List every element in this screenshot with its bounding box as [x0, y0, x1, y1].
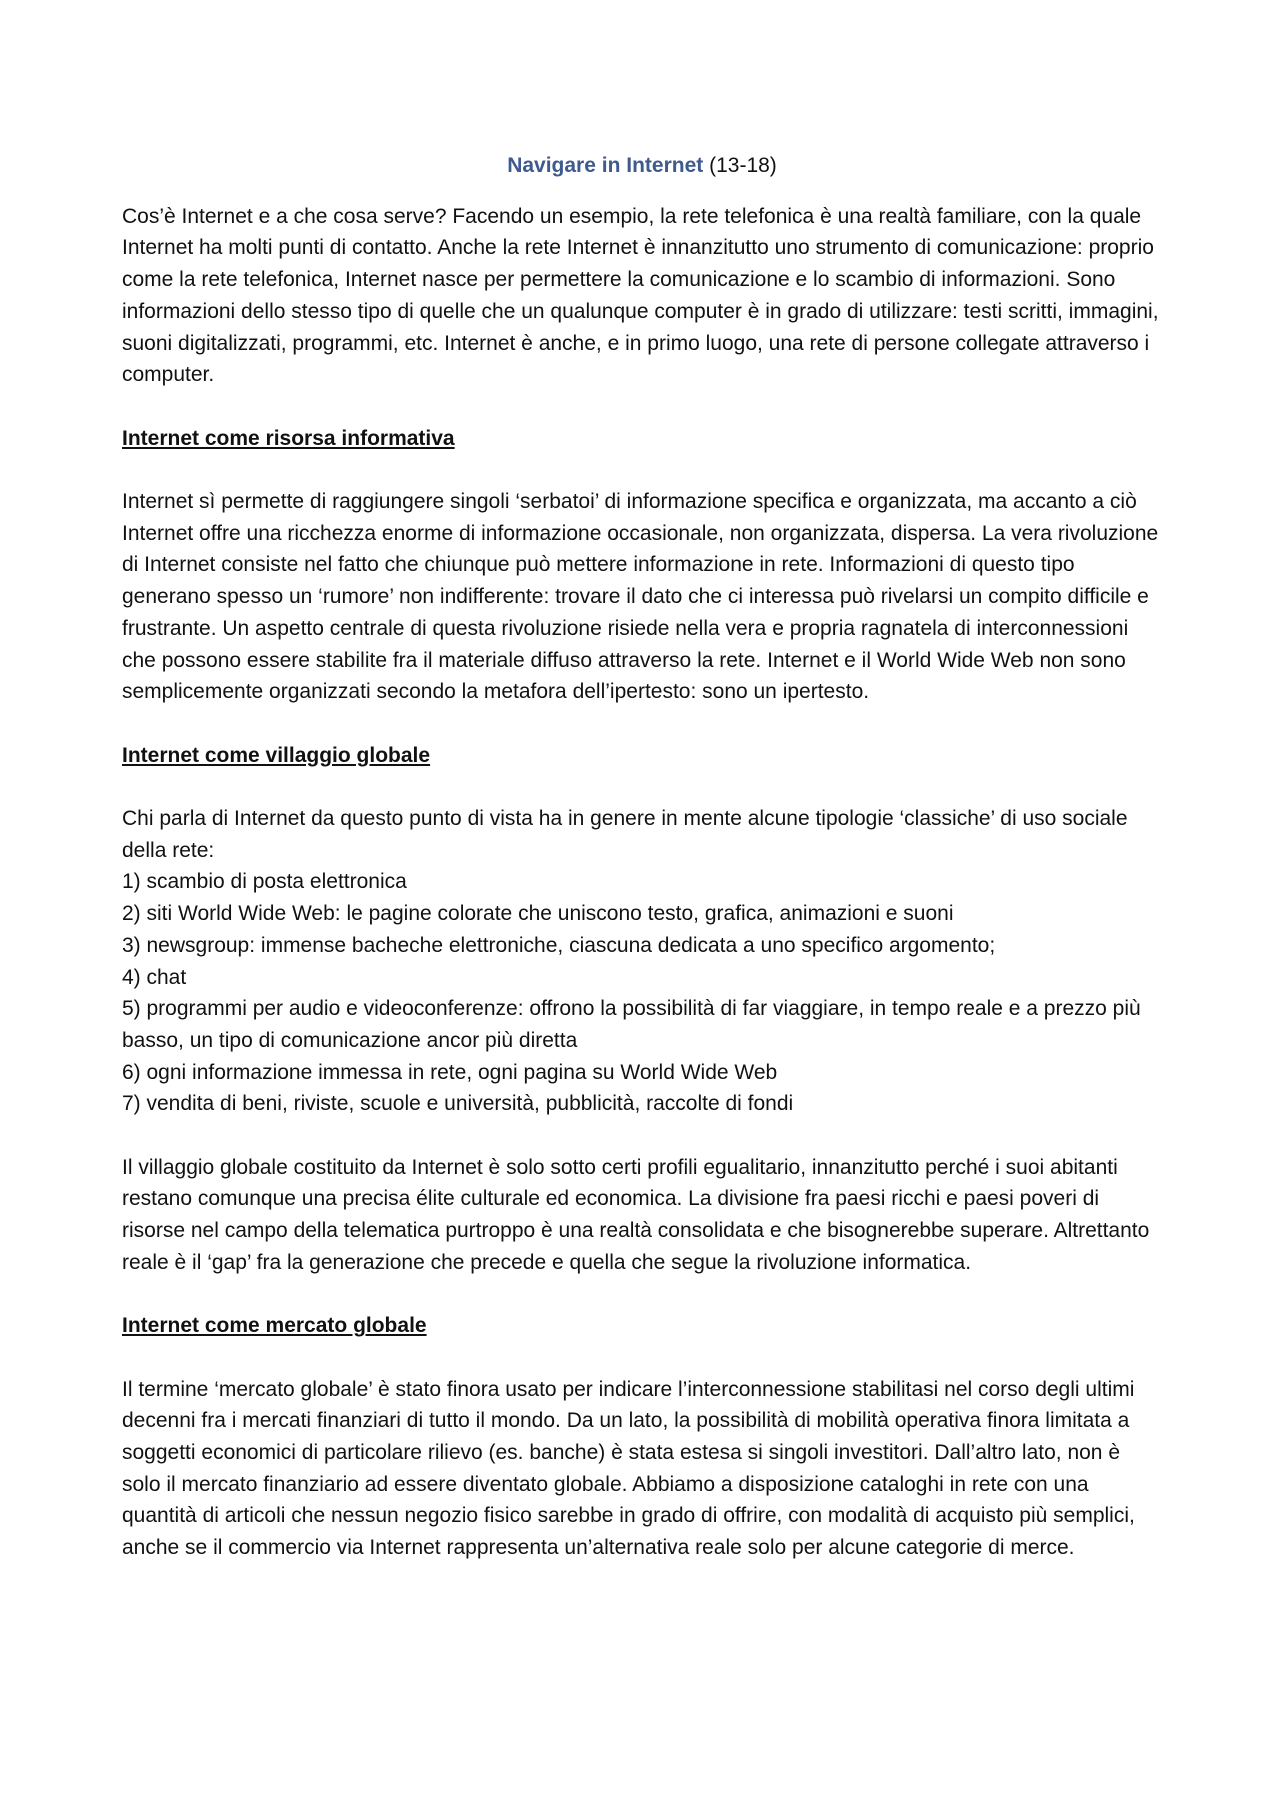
list-item: 6) ogni informazione immessa in rete, ogni pagina su World Wide Web — [122, 1060, 778, 1084]
title-suffix: (13-18) — [709, 154, 777, 177]
document-title — [122, 150, 1162, 182]
list-item: 3) newsgroup: immense bacheche elettroniche, ciascuna dedicata a uno specifico argomento; — [122, 933, 996, 957]
section-body-risorsa-informativa: Internet sì permette di raggiungere singoli ‘serbatoi’ di informazione specifica e organizzata, ma accanto a ciò Internet offre una ricchezza enorme di informazione occasionale, non organizzata, dispersa. La vera rivoluzione di Internet consiste nel fatto che chiunque può mettere informazione in rete. Informazioni di questo tipo generano spesso un ‘rumore’ non indifferente: trovare il dato che ci interessa può rivelarsi un compito difficile e frustrante. Un aspetto centrale di questa rivoluzione risiede nella vera e propria ragnatela di interconnessioni che possono essere stabilite fra il materiale diffuso attraverso la rete. Internet e il World Wide Web non sono semplicemente organizzati secondo la metafora dell’ipertesto: sono un ipertesto. — [122, 490, 1159, 704]
section-heading-risorsa-informativa: Internet come risorsa informativa — [122, 426, 455, 450]
list-item: 1) scambio di posta elettronica — [122, 870, 407, 894]
section-body-mercato-globale: Il termine ‘mercato globale’ è stato finora usato per indicare l’interconnessione stabilitasi nel corso degli ultimi decenni fra i mercati finanziari di tutto il mondo. Da un lato, la possibilità di mobilità operativa finora limitata a soggetti economici di particolare rilievo (es. banche) è stata estesa si singoli investitori. Dall’altro lato, non è solo il mercato finanziario ad essere diventato globale. Abbiamo a disposizione cataloghi in rete con una quantità di articoli che nessun negozio fisico sarebbe in grado di offrire, con modalità di acquisto più semplici, anche se il commercio via Internet rappresenta un’alternativa reale solo per alcune categorie di merce. — [122, 1377, 1135, 1560]
section-heading-villaggio-globale: Internet come villaggio globale — [122, 743, 431, 767]
intro-paragraph: Cos’è Internet e a che cosa serve? Facendo un esempio, la rete telefonica è una realtà familiare, con la quale Internet ha molti punti di contatto. Anche la rete Internet è innanzitutto uno strumento di comunicazione: proprio come la rete telefonica, Internet nasce per permettere la comunicazione e lo scambio di informazioni. Sono informazioni dello stesso tipo di quelle che un qualunque computer è in grado di utilizzare: testi scritti, immagini, suoni digitalizzati, programmi, etc. Internet è anche, e in primo luogo, una rete di persone collegate attraverso i computer. — [122, 204, 1159, 387]
section-heading-mercato-globale: Internet come mercato globale — [122, 1314, 427, 1338]
list-item: 5) programmi per audio e videoconferenze: offrono la possibilità di far viaggiare, in tempo reale e a prezzo più basso, un tipo di comunicazione ancor più diretta — [122, 997, 1141, 1052]
list-item: 4) chat — [122, 965, 187, 989]
title-main: Navigare in Internet — [507, 154, 704, 177]
section-intro-villaggio-globale: Chi parla di Internet da questo punto di vista ha in genere in mente alcune tipologie ‘classiche’ di uso sociale della rete: — [122, 807, 1128, 862]
list-item: 7) vendita di beni, riviste, scuole e università, pubblicità, raccolte di fondi — [122, 1092, 794, 1116]
document-page — [122, 150, 1162, 1564]
list-item: 2) siti World Wide Web: le pagine colorate che uniscono testo, grafica, animazioni e suoni — [122, 902, 954, 926]
section-body-villaggio-globale: Il villaggio globale costituito da Internet è solo sotto certi profili egualitario, innanzitutto perché i suoi abitanti restano comunque una precisa élite culturale ed economica. La divisione fra paesi ricchi e paesi poveri di risorse nel campo della telematica purtroppo è una realtà consolidata e che bisognerebbe superare. Altrettanto reale è il ‘gap’ fra la generazione che precede e quella che segue la rivoluzione informatica. — [122, 1155, 1150, 1274]
usage-list — [122, 866, 1162, 1120]
